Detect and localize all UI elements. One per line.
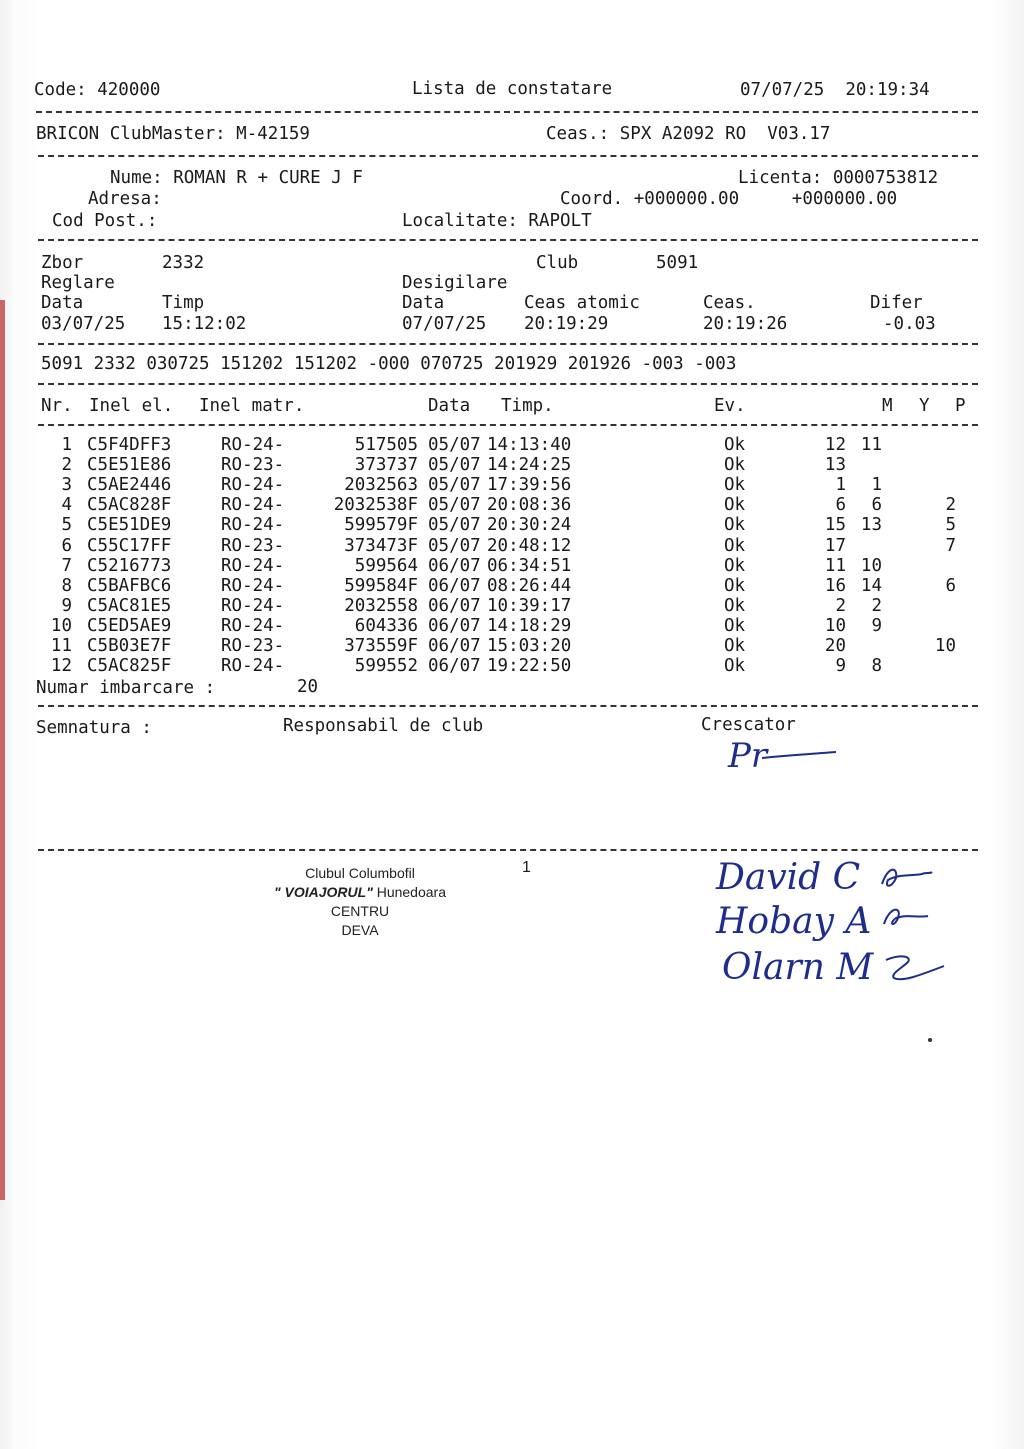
cell-ev: Ok xyxy=(724,656,746,677)
reglare-label: Reglare xyxy=(41,273,115,293)
divider xyxy=(36,111,978,113)
cell-time: 19:22:50 xyxy=(487,656,572,677)
cell-time: 06:34:51 xyxy=(487,555,572,576)
stamp-line-1: Clubul Columbofil xyxy=(305,865,415,881)
cell-date: 06/07 xyxy=(428,656,481,677)
cell-nr: 4 xyxy=(61,495,72,516)
cell-date: 06/07 xyxy=(428,615,481,636)
cell-ring-prefix: RO-24- xyxy=(221,615,285,636)
handwritten-name-1: David C xyxy=(716,857,861,898)
scan-edge-mark xyxy=(0,300,5,1200)
initials-marks xyxy=(878,862,948,992)
cell-y: 13 xyxy=(860,515,882,536)
cell-time: 08:26:44 xyxy=(487,575,572,596)
cell-ring-number: 373559F xyxy=(344,636,418,656)
cell-time: 20:48:12 xyxy=(487,535,572,556)
cell-ring-number: 604336 xyxy=(354,615,418,636)
col-ev: Ev. xyxy=(714,396,746,416)
cell-inel-el: C5AC828F xyxy=(87,495,172,516)
reglare-data-label: Data xyxy=(41,293,84,313)
flight-zbor-value: 2332 xyxy=(162,253,205,273)
header-title: Lista de constatare xyxy=(412,79,613,99)
cell-date: 05/07 xyxy=(428,495,481,516)
cell-date: 05/07 xyxy=(428,475,481,496)
cell-m: 13 xyxy=(824,455,846,476)
flight-zbor-label: Zbor xyxy=(41,253,84,273)
handwritten-name-2: Hobay A xyxy=(716,901,872,942)
cell-nr: 9 xyxy=(61,595,72,616)
cell-ring-prefix: RO-24- xyxy=(221,435,285,455)
flight-club-label: Club xyxy=(536,253,579,273)
cell-ev: Ok xyxy=(724,475,746,496)
divider xyxy=(38,383,978,385)
signature-stroke xyxy=(760,746,840,766)
cell-y: 14 xyxy=(860,575,882,596)
cell-nr: 12 xyxy=(50,656,72,677)
reglare-timp-label: Timp xyxy=(162,293,205,313)
owner-locality: Localitate: RAPOLT xyxy=(402,211,592,231)
cell-y: 2 xyxy=(871,595,882,616)
crescator-label: Crescator xyxy=(701,715,796,735)
cell-ev: Ok xyxy=(724,535,746,556)
header-code: Code: 420000 xyxy=(34,80,161,100)
cell-nr: 2 xyxy=(61,455,72,476)
cell-nr: 11 xyxy=(50,636,72,656)
cell-ring-prefix: RO-24- xyxy=(221,595,285,616)
flight-club-value: 5091 xyxy=(656,253,699,273)
cell-ev: Ok xyxy=(724,495,746,516)
reglare-date: 03/07/25 xyxy=(41,314,126,334)
cell-ev: Ok xyxy=(724,455,746,476)
cell-time: 20:08:36 xyxy=(487,495,572,516)
code-line: 5091 2332 030725 151202 151202 -000 070725 201929 201926 -003 -003 xyxy=(41,354,737,374)
cell-time: 14:18:29 xyxy=(487,615,572,636)
cell-m: 16 xyxy=(824,575,846,596)
cell-inel-el: C5ED5AE9 xyxy=(87,615,172,636)
divider xyxy=(38,424,978,426)
cell-m: 17 xyxy=(824,535,846,556)
cell-nr: 3 xyxy=(61,475,72,496)
col-p: P xyxy=(955,396,966,416)
cell-date: 06/07 xyxy=(428,575,481,596)
header-datetime: 07/07/25 20:19:34 xyxy=(740,80,930,100)
desigilare-label: Desigilare xyxy=(402,273,508,293)
cell-ev: Ok xyxy=(724,595,746,616)
stamp-city: Hunedoara xyxy=(372,884,446,900)
owner-postcode: Cod Post.: xyxy=(52,211,158,231)
cell-nr: 1 xyxy=(61,435,72,455)
divider xyxy=(38,343,978,345)
cell-time: 20:30:24 xyxy=(487,515,572,536)
cell-date: 05/07 xyxy=(428,435,481,455)
cell-m: 2 xyxy=(835,595,846,616)
col-nr: Nr. xyxy=(41,396,73,416)
divider xyxy=(38,239,978,241)
cell-nr: 6 xyxy=(61,535,72,556)
cell-inel-el: C5AC825F xyxy=(87,656,172,677)
clock-id: Ceas.: SPX A2092 RO V03.17 xyxy=(546,124,831,144)
cell-nr: 5 xyxy=(61,515,72,536)
stamp-club-name: " VOIAJORUL" xyxy=(273,884,373,900)
cell-time: 10:39:17 xyxy=(487,595,572,616)
cell-m: 10 xyxy=(824,615,846,636)
stamp-line-2 xyxy=(240,883,480,902)
cell-m: 6 xyxy=(835,495,846,516)
cell-date: 05/07 xyxy=(428,515,481,536)
cell-date: 06/07 xyxy=(428,595,481,616)
cell-ring-prefix: RO-24- xyxy=(221,475,285,496)
cell-p: 2 xyxy=(945,495,956,516)
col-timp: Timp. xyxy=(501,396,554,416)
cell-inel-el: C5E51E86 xyxy=(87,455,172,476)
cell-ring-prefix: RO-23- xyxy=(221,636,285,656)
cell-ring-prefix: RO-24- xyxy=(221,555,285,576)
cell-time: 15:03:20 xyxy=(487,636,572,656)
cell-date: 06/07 xyxy=(428,555,481,576)
cell-date: 05/07 xyxy=(428,455,481,476)
owner-coords: Coord. +000000.00 +000000.00 xyxy=(560,189,898,209)
cell-y: 10 xyxy=(860,555,882,576)
cell-ev: Ok xyxy=(724,636,746,656)
cell-m: 11 xyxy=(824,555,846,576)
col-inel-matr: Inel matr. xyxy=(199,396,305,416)
cell-y: 1 xyxy=(871,475,882,496)
cell-ring-number: 2032558 xyxy=(344,595,418,616)
cell-ev: Ok xyxy=(724,615,746,636)
cell-m: 1 xyxy=(835,475,846,496)
cell-ring-number: 373737 xyxy=(354,455,418,476)
responsabil-label: Responsabil de club xyxy=(283,716,484,736)
cell-time: 14:13:40 xyxy=(487,435,572,455)
desig-atomic-time: 20:19:29 xyxy=(524,314,609,334)
cell-date: 05/07 xyxy=(428,535,481,556)
owner-name: Nume: ROMAN R + CURE J F xyxy=(110,168,363,188)
cell-y: 6 xyxy=(871,495,882,516)
cell-nr: 7 xyxy=(61,555,72,576)
cell-ring-number: 517505 xyxy=(354,435,418,455)
cell-ev: Ok xyxy=(724,575,746,596)
desig-data-label: Data xyxy=(402,293,445,313)
cell-inel-el: C5E51DE9 xyxy=(87,515,172,536)
club-stamp xyxy=(240,864,480,940)
cell-ring-prefix: RO-23- xyxy=(221,535,285,556)
cell-inel-el: C5B03E7F xyxy=(87,636,172,656)
cell-m: 9 xyxy=(835,656,846,677)
desig-date: 07/07/25 xyxy=(402,314,487,334)
cell-ring-number: 599579F xyxy=(344,515,418,536)
owner-address: Adresa: xyxy=(88,189,162,209)
page-number: 1 xyxy=(522,859,531,876)
cell-ring-prefix: RO-24- xyxy=(221,495,285,516)
col-inel-el: Inel el. xyxy=(89,396,174,416)
cell-ring-prefix: RO-23- xyxy=(221,455,285,476)
cell-ev: Ok xyxy=(724,515,746,536)
cell-m: 12 xyxy=(824,435,846,455)
col-data: Data xyxy=(428,396,471,416)
cell-date: 06/07 xyxy=(428,636,481,656)
cell-ring-number: 2032563 xyxy=(344,475,418,496)
owner-license: Licenta: 0000753812 xyxy=(738,168,939,188)
cell-time: 17:39:56 xyxy=(487,475,572,496)
col-m: M xyxy=(882,396,893,416)
cell-ring-prefix: RO-24- xyxy=(221,656,285,677)
desig-clock-time: 20:19:26 xyxy=(703,314,788,334)
cell-inel-el: C55C17FF xyxy=(87,535,172,556)
col-y: Y xyxy=(919,396,930,416)
difer-value: -0.03 xyxy=(883,314,936,334)
semnatura-label: Semnatura : xyxy=(36,718,152,738)
cell-inel-el: C5216773 xyxy=(87,555,172,576)
cell-p: 7 xyxy=(945,535,956,556)
crescator-signature: Pr xyxy=(728,736,768,776)
cell-inel-el: C5AE2446 xyxy=(87,475,172,496)
cell-ring-number: 373473F xyxy=(344,535,418,556)
cell-inel-el: C5F4DFF3 xyxy=(87,435,172,455)
boarding-value: 20 xyxy=(297,677,319,697)
difer-label: Difer xyxy=(870,293,923,313)
cell-ev: Ok xyxy=(724,435,746,455)
clubmaster-id: BRICON ClubMaster: M-42159 xyxy=(36,124,310,144)
cell-inel-el: C5BAFBC6 xyxy=(87,575,172,596)
cell-p: 10 xyxy=(934,636,956,656)
stamp-line-3: CENTRU xyxy=(330,903,390,919)
boarding-label: Numar imbarcare : xyxy=(36,678,216,698)
cell-ring-number: 599584F xyxy=(344,575,418,596)
cell-nr: 8 xyxy=(61,575,72,596)
cell-nr: 10 xyxy=(50,615,72,636)
divider xyxy=(38,155,978,157)
cell-ring-number: 599552 xyxy=(354,656,418,677)
cell-m: 15 xyxy=(824,515,846,536)
cell-y: 9 xyxy=(871,615,882,636)
divider xyxy=(38,849,978,851)
cell-time: 14:24:25 xyxy=(487,455,572,476)
cell-ring-number: 599564 xyxy=(354,555,418,576)
ceas-atomic-label: Ceas atomic xyxy=(524,293,640,313)
handwritten-name-3: Olarn M xyxy=(722,947,874,988)
cell-ring-prefix: RO-24- xyxy=(221,515,285,536)
cell-p: 5 xyxy=(945,515,956,536)
cell-ev: Ok xyxy=(724,555,746,576)
cell-y: 11 xyxy=(860,435,882,455)
ceas-label: Ceas. xyxy=(703,293,756,313)
divider xyxy=(38,705,978,707)
stamp-line-4: DEVA xyxy=(341,922,379,938)
reglare-time: 15:12:02 xyxy=(162,314,247,334)
cell-ring-number: 2032538F xyxy=(333,495,418,516)
cell-p: 6 xyxy=(945,575,956,596)
cell-m: 20 xyxy=(824,636,846,656)
cell-ring-prefix: RO-24- xyxy=(221,575,285,596)
cell-inel-el: C5AC81E5 xyxy=(87,595,172,616)
cell-y: 8 xyxy=(871,656,882,677)
ink-dot xyxy=(928,1038,932,1042)
